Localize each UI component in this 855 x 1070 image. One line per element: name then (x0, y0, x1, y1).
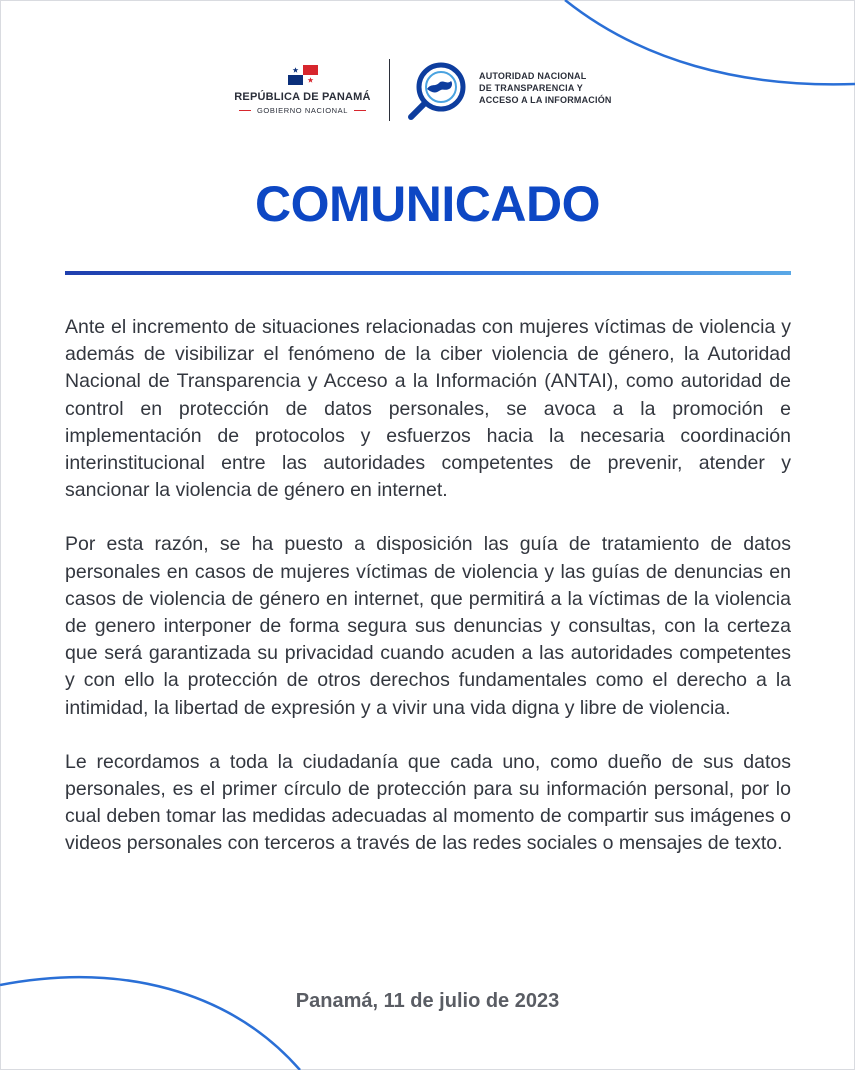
gov-logo (225, 65, 380, 115)
page-title: COMUNICADO (255, 176, 600, 232)
paragraph: Le recordamos a toda la ciudadanía que cada uno, como dueño de sus datos personales, es el primer círculo de protección para su información personal, por lo cual deben tomar las medidas adecuadas al momento de compartir sus imágenes o videos personales con terceros a través de las redes sociales o mensajes de texto. (65, 750, 791, 855)
paragraph: Ante el incremento de situaciones relacionadas con mujeres víctimas de violencia y además de visibilizar el fenómeno de la ciber violencia de género, la Autoridad Nacional de Transparencia y Acceso a la Información (ANTAI), como autoridad de control en protección de datos personales, se avoca a la promoción e implementación de protocolos y esfuerzos hacia la necesaria coordinación interinstitucional entre las autoridades competentes de prevenir, atender y sancionar la violencia de género en internet. (65, 316, 791, 502)
gov-name: REPÚBLICA DE PANAMÁ (234, 91, 371, 103)
header (0, 55, 855, 125)
communique-body (65, 314, 791, 885)
panama-flag-icon (288, 65, 318, 85)
gov-subtitle: GOBIERNO NACIONAL (225, 106, 380, 115)
paragraph: Por esta razón, se ha puesto a disposición las guía de tratamiento de datos personales en casos de mujeres víctimas de violencia y las guías de denuncias en casos de violencia de género en internet, que permitirá a la víctimas de la violencia de genero interponer de forma segura sus denuncias y consultas, con la certeza que será garantizada su privacidad cuando acuden a las autoridades competentes y con ello la protección de otros derechos fundamentales como el derecho a la intimidad, la libertad de expresión y a vivir una vida digna y libre de violencia. (65, 533, 791, 719)
magnifier-map-icon (405, 61, 469, 121)
logo-divider (389, 59, 390, 121)
title-divider (65, 271, 791, 275)
antai-name: AUTORIDAD NACIONAL DE TRANSPARENCIA Y ACCESO A LA INFORMACIÓN (479, 71, 612, 105)
date-line: Panamá, 11 de julio de 2023 (295, 990, 560, 1012)
